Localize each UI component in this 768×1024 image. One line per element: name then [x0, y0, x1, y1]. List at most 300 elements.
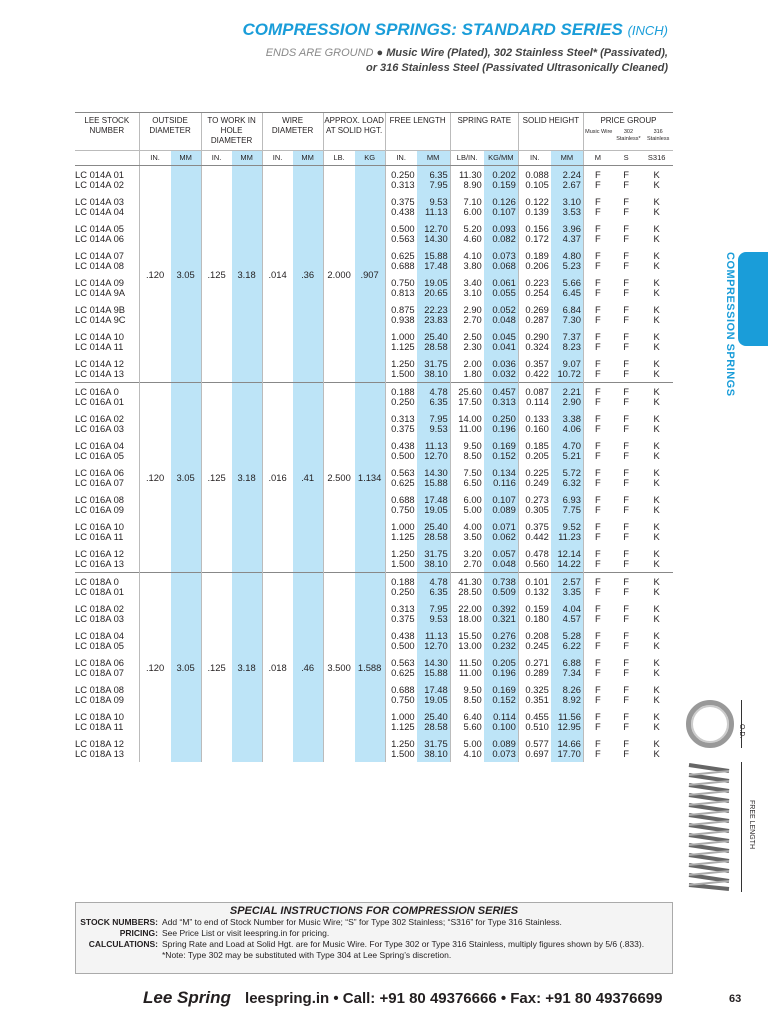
rate-lb-cell: 4.00 3.50 [450, 518, 484, 545]
s-cell: F F [623, 521, 629, 542]
s316-cell: K K [653, 521, 660, 542]
instr-stock-text: Add “M” to end of Stock Number for Music Wire; “S” for Type 302 Stainless; “S316” for Type 316 Stainless. [162, 917, 562, 927]
unit-load-kg: KG [355, 151, 386, 166]
subtitle-line2: or 316 Stainless Steel (Passivated Ultrasonically Cleaned) [365, 62, 668, 74]
fl-in-cell: 0.688 0.750 [385, 491, 417, 518]
rate-kg-cell: 0.134 0.116 [484, 464, 519, 491]
m-cell: F F [583, 545, 611, 573]
wire-in-cell: .014 [262, 166, 293, 383]
s-cell: F F [623, 684, 629, 705]
fl-mm-cell: 14.30 15.88 [417, 464, 451, 491]
sh-mm-cell: 5.28 6.22 [551, 627, 584, 654]
sh-mm-cell: 11.56 12.95 [551, 708, 584, 735]
s316-cell: K K [653, 304, 660, 325]
instr-pricing-label: PRICING: [119, 928, 158, 938]
fl-mm-cell: 25.40 28.58 [417, 518, 451, 545]
sh-mm-cell: 6.93 7.75 [551, 491, 584, 518]
unit-od-mm: MM [171, 151, 202, 166]
s316-cell: K K [653, 630, 660, 651]
price-group-label: PRICE GROUP [600, 116, 657, 125]
fl-in-cell: 0.438 0.500 [385, 437, 417, 464]
m-cell: F F [583, 573, 611, 601]
rate-lb-cell: 2.50 2.30 [450, 328, 484, 355]
stock-number-cell: LC 016A 0 LC 016A 01 [75, 383, 139, 411]
s316-cell: K K [653, 467, 660, 488]
sh-in-cell: 0.577 0.697 [518, 735, 551, 762]
m-cell: F F [583, 518, 611, 545]
sh-in-cell: 0.101 0.132 [518, 573, 551, 601]
price-302: 302 Stainless* [616, 129, 641, 142]
od-label: O.D. [738, 724, 745, 739]
subtitle-line1: Music Wire (Plated), 302 Stainless Steel* (Passivated), [386, 47, 668, 59]
wire-in-cell: .018 [262, 573, 293, 763]
stock-number-cell: LC 014A 03 LC 014A 04 [75, 196, 124, 217]
footer-contact[interactable]: leespring.in • Call: +91 80 49376666 • Fax: +91 80 49376699 [245, 990, 663, 1007]
fl-mm-cell: 17.48 19.05 [417, 491, 451, 518]
rate-kg-cell: 0.114 0.100 [484, 708, 519, 735]
stock-number-cell: LC 014A 10 LC 014A 11 [75, 331, 124, 352]
col-free-length: FREE LENGTH [385, 113, 450, 151]
instr-calc-label: CALCULATIONS: [88, 939, 158, 949]
stock-number-cell: LC 016A 10 LC 016A 11 [75, 521, 124, 542]
fl-in-cell: 1.000 1.125 [385, 328, 417, 355]
s-cell: F F [612, 166, 640, 194]
fl-in-cell: 0.313 0.375 [385, 600, 417, 627]
rate-lb-cell: 2.90 2.70 [450, 301, 484, 328]
fl-mm-cell: 7.95 9.53 [417, 600, 451, 627]
m-cell: F F [583, 464, 611, 491]
sh-mm-cell: 8.26 8.92 [551, 681, 584, 708]
stock-number-cell: LC 018A 06 LC 018A 07 [75, 657, 124, 678]
col-wire-diameter: WIRE DIAMETER [262, 113, 323, 151]
sh-in-cell: 0.156 0.172 [518, 220, 551, 247]
rate-lb-cell: 9.50 8.50 [450, 681, 484, 708]
unit-blank [75, 151, 139, 166]
fl-mm-cell: 12.70 14.30 [417, 220, 451, 247]
s316-cell: K K [653, 684, 660, 705]
fl-in-cell: 0.688 0.750 [385, 681, 417, 708]
rate-kg-cell: 0.169 0.152 [484, 437, 519, 464]
fl-in-cell: 0.563 0.625 [385, 464, 417, 491]
sh-mm-cell: 4.70 5.21 [551, 437, 584, 464]
m-cell: F F [583, 735, 611, 762]
rate-lb-cell: 9.50 8.50 [450, 437, 484, 464]
s-cell: F F [623, 277, 629, 298]
side-tab[interactable] [738, 252, 768, 346]
hole-in-cell: .125 [201, 573, 232, 763]
m-cell: F F [583, 654, 611, 681]
sh-in-cell: 0.208 0.245 [518, 627, 551, 654]
stock-number-cell: LC 014A 05 LC 014A 06 [75, 223, 124, 244]
fl-mm-cell: 11.13 12.70 [417, 437, 451, 464]
load-kg-cell: .907 [355, 166, 386, 383]
fl-mm-cell: 11.13 12.70 [417, 627, 451, 654]
unit-hole-mm: MM [232, 151, 263, 166]
load-kg-cell: 1.134 [355, 383, 386, 573]
free-length-arrow [741, 762, 742, 892]
unit-od-in: IN. [139, 151, 171, 166]
s-cell: F F [623, 440, 629, 461]
rate-kg-cell: 0.061 0.055 [484, 274, 519, 301]
sh-mm-cell: 2.21 2.90 [551, 383, 584, 411]
fl-mm-cell: 25.40 28.58 [417, 328, 451, 355]
rate-lb-cell: 25.60 17.50 [450, 383, 484, 411]
rate-lb-cell: 6.00 5.00 [450, 491, 484, 518]
rate-kg-cell: 0.738 0.509 [484, 573, 519, 601]
fl-mm-cell: 31.75 38.10 [417, 735, 451, 762]
s-cell: F F [623, 738, 629, 759]
s316-cell: K K [640, 573, 673, 601]
sh-in-cell: 0.478 0.560 [518, 545, 551, 573]
s316-cell: K K [653, 250, 660, 271]
special-instructions [75, 902, 673, 974]
page-subtitle: ENDS ARE GROUND ● Music Wire (Plated), 302 Stainless Steel* (Passivated), or 316 Stainless Steel (Passivated Ultrasonically Cleaned) [265, 47, 668, 74]
s-cell: F F [623, 630, 629, 651]
title-text: COMPRESSION SPRINGS: STANDARD SERIES [242, 20, 623, 39]
rate-lb-cell: 22.00 18.00 [450, 600, 484, 627]
sh-mm-cell: 3.96 4.37 [551, 220, 584, 247]
wire-mm-cell: .46 [293, 573, 324, 763]
s316-cell: K K [640, 166, 673, 194]
s316-cell: K K [653, 494, 660, 515]
sh-in-cell: 0.357 0.422 [518, 355, 551, 383]
col-spring-rate: SPRING RATE [450, 113, 518, 151]
s316-cell: K K [653, 331, 660, 352]
s316-cell: K K [653, 196, 660, 217]
rate-kg-cell: 0.392 0.321 [484, 600, 519, 627]
s316-cell: K K [653, 223, 660, 244]
sh-mm-cell: 2.24 2.67 [551, 166, 584, 194]
stock-number-cell: LC 018A 04 LC 018A 05 [75, 630, 124, 651]
side-label-text: COMPRESSION SPRINGS [724, 252, 736, 397]
wire-mm-cell: .41 [293, 383, 324, 573]
sh-mm-cell: 9.07 10.72 [551, 355, 584, 383]
wire-mm-cell: .36 [293, 166, 324, 383]
stock-number-cell: LC 018A 10 LC 018A 11 [75, 711, 124, 732]
s316-cell: K K [653, 738, 660, 759]
hole-in-cell: .125 [201, 166, 232, 383]
fl-in-cell: 0.188 0.250 [385, 573, 417, 601]
ring-icon [686, 700, 734, 748]
stock-number-cell: LC 016A 12 LC 016A 13 [75, 548, 124, 569]
stock-number-cell: LC 016A 04 LC 016A 05 [75, 440, 124, 461]
sh-in-cell: 0.269 0.287 [518, 301, 551, 328]
s-cell: F F [623, 331, 629, 352]
instr-pricing [76, 928, 672, 939]
s-cell: F F [623, 467, 629, 488]
hole-in-cell: .125 [201, 383, 232, 573]
fl-in-cell: 0.500 0.563 [385, 220, 417, 247]
rate-lb-cell: 7.10 6.00 [450, 193, 484, 220]
m-cell: F F [583, 410, 611, 437]
spring-table [75, 112, 673, 762]
s-cell: F F [623, 304, 629, 325]
footer [143, 988, 662, 1008]
instr-stock [76, 917, 672, 928]
m-cell: F F [583, 437, 611, 464]
fl-mm-cell: 9.53 11.13 [417, 193, 451, 220]
fl-in-cell: 1.000 1.125 [385, 708, 417, 735]
m-cell: F F [583, 627, 611, 654]
unit-wire-mm: MM [293, 151, 324, 166]
sh-in-cell: 0.223 0.254 [518, 274, 551, 301]
s-cell: F F [623, 250, 629, 271]
fl-mm-cell: 22.23 23.83 [417, 301, 451, 328]
m-cell: F F [583, 491, 611, 518]
m-cell: F F [583, 274, 611, 301]
fl-mm-cell: 31.75 38.10 [417, 545, 451, 573]
spring-end-view [686, 700, 756, 760]
sh-mm-cell: 5.72 6.32 [551, 464, 584, 491]
fl-mm-cell: 17.48 19.05 [417, 681, 451, 708]
rate-lb-cell: 11.30 8.90 [450, 166, 484, 194]
fl-mm-cell: 4.78 6.35 [417, 573, 451, 601]
stock-number-cell: LC 018A 08 LC 018A 09 [75, 684, 124, 705]
stock-number-cell: LC 014A 07 LC 014A 08 [75, 250, 124, 271]
fl-in-cell: 1.250 1.500 [385, 355, 417, 383]
rate-kg-cell: 0.071 0.062 [484, 518, 519, 545]
fl-mm-cell: 4.78 6.35 [417, 383, 451, 411]
hole-mm-cell: 3.18 [232, 166, 263, 383]
s316-cell: K K [653, 657, 660, 678]
sh-mm-cell: 7.37 8.23 [551, 328, 584, 355]
stock-number-cell: LC 014A 12 LC 014A 13 [75, 358, 124, 379]
unit-fl-mm: MM [417, 151, 451, 166]
rate-lb-cell: 7.50 6.50 [450, 464, 484, 491]
rate-lb-cell: 5.20 4.60 [450, 220, 484, 247]
stock-number-cell: LC 016A 02 LC 016A 03 [75, 413, 124, 434]
s-cell: F F [623, 494, 629, 515]
fl-in-cell: 0.875 0.938 [385, 301, 417, 328]
stock-number-cell: LC 014A 09 LC 014A 9A [75, 277, 126, 298]
rate-lb-cell: 14.00 11.00 [450, 410, 484, 437]
unit-load-lb: LB. [323, 151, 355, 166]
title-unit: (INCH) [627, 23, 668, 38]
fl-in-cell: 0.438 0.500 [385, 627, 417, 654]
sh-mm-cell: 2.57 3.35 [551, 573, 584, 601]
sh-in-cell: 0.159 0.180 [518, 600, 551, 627]
sh-mm-cell: 4.04 4.57 [551, 600, 584, 627]
sh-in-cell: 0.325 0.351 [518, 681, 551, 708]
sh-mm-cell: 4.80 5.23 [551, 247, 584, 274]
s-cell: F F [623, 358, 629, 379]
sh-in-cell: 0.088 0.105 [518, 166, 551, 194]
m-cell: F F [583, 708, 611, 735]
sh-in-cell: 0.133 0.160 [518, 410, 551, 437]
unit-fl-in: IN. [385, 151, 417, 166]
col-lee-stock: LEE STOCK NUMBER [75, 113, 139, 151]
unit-s: S [612, 151, 640, 166]
rate-kg-cell: 0.276 0.232 [484, 627, 519, 654]
instructions-title: SPECIAL INSTRUCTIONS FOR COMPRESSION SERIES [229, 905, 519, 917]
rate-kg-cell: 0.036 0.032 [484, 355, 519, 383]
sh-in-cell: 0.122 0.139 [518, 193, 551, 220]
od-mm-cell: 3.05 [171, 383, 202, 573]
page-title [242, 20, 668, 40]
sh-in-cell: 0.225 0.249 [518, 464, 551, 491]
m-cell: F F [583, 166, 611, 194]
instr-note: *Note: Type 302 may be substituted with Type 304 at Lee Spring’s discretion. [162, 950, 452, 960]
unit-wire-in: IN. [262, 151, 293, 166]
s-cell: F F [612, 573, 640, 601]
unit-sh-mm: MM [551, 151, 584, 166]
rate-kg-cell: 0.126 0.107 [484, 193, 519, 220]
wire-in-cell: .016 [262, 383, 293, 573]
m-cell: F F [583, 247, 611, 274]
hole-mm-cell: 3.18 [232, 383, 263, 573]
s316-cell: K K [653, 358, 660, 379]
od-in-cell: .120 [139, 573, 171, 763]
col-solid-height: SOLID HEIGHT [518, 113, 583, 151]
od-in-cell: .120 [139, 383, 171, 573]
fl-in-cell: 0.563 0.625 [385, 654, 417, 681]
m-cell: F F [583, 600, 611, 627]
stock-number-cell: LC 016A 06 LC 016A 07 [75, 467, 124, 488]
sh-in-cell: 0.087 0.114 [518, 383, 551, 411]
sh-in-cell: 0.375 0.442 [518, 518, 551, 545]
rate-kg-cell: 0.250 0.196 [484, 410, 519, 437]
stock-number-cell: LC 014A 01 LC 014A 02 [75, 166, 139, 194]
instr-stock-label: STOCK NUMBERS: [80, 917, 158, 927]
s-cell: F F [612, 383, 640, 411]
sh-in-cell: 0.185 0.205 [518, 437, 551, 464]
stock-number-cell: LC 016A 08 LC 016A 09 [75, 494, 124, 515]
rate-lb-cell: 6.40 5.60 [450, 708, 484, 735]
sh-mm-cell: 12.14 14.22 [551, 545, 584, 573]
instr-pricing-text: See Price List or visit leespring.in for pricing. [162, 928, 330, 938]
load-kg-cell: 1.588 [355, 573, 386, 763]
fl-mm-cell: 19.05 20.65 [417, 274, 451, 301]
m-cell: F F [583, 355, 611, 383]
fl-in-cell: 1.250 1.500 [385, 545, 417, 573]
stock-number-cell: LC 014A 9B LC 014A 9C [75, 304, 126, 325]
sh-in-cell: 0.455 0.510 [518, 708, 551, 735]
od-mm-cell: 3.05 [171, 166, 202, 383]
s316-cell: K K [653, 277, 660, 298]
s-cell: F F [623, 657, 629, 678]
coil-spring-icon [686, 762, 732, 892]
fl-mm-cell: 31.75 38.10 [417, 355, 451, 383]
hole-mm-cell: 3.18 [232, 573, 263, 763]
fl-in-cell: 0.313 0.375 [385, 410, 417, 437]
s316-cell: K K [653, 603, 660, 624]
m-cell: F F [583, 383, 611, 411]
fl-in-cell: 1.250 1.500 [385, 735, 417, 762]
rate-kg-cell: 0.169 0.152 [484, 681, 519, 708]
sh-mm-cell: 6.84 7.30 [551, 301, 584, 328]
s316-cell: K K [653, 711, 660, 732]
sh-mm-cell: 5.66 6.45 [551, 274, 584, 301]
fl-mm-cell: 14.30 15.88 [417, 654, 451, 681]
fl-in-cell: 0.188 0.250 [385, 383, 417, 411]
sh-mm-cell: 6.88 7.34 [551, 654, 584, 681]
fl-mm-cell: 6.35 7.95 [417, 166, 451, 194]
fl-in-cell: 0.750 0.813 [385, 274, 417, 301]
sh-in-cell: 0.290 0.324 [518, 328, 551, 355]
s-cell: F F [623, 603, 629, 624]
rate-lb-cell: 5.00 4.10 [450, 735, 484, 762]
stock-number-cell: LC 018A 0 LC 018A 01 [75, 573, 139, 601]
fl-in-cell: 0.250 0.313 [385, 166, 417, 194]
unit-sh-in: IN. [518, 151, 551, 166]
rate-lb-cell: 11.50 11.00 [450, 654, 484, 681]
fl-in-cell: 0.625 0.688 [385, 247, 417, 274]
free-length-label: FREE LENGTH [748, 800, 755, 850]
sh-in-cell: 0.189 0.206 [518, 247, 551, 274]
instr-calc-text: Spring Rate and Load at Solid Hgt. are for Music Wire. For Type 302 or Type 316 Stainless, multiply figures shown by 5/6 (.833). [162, 939, 645, 949]
s-cell: F F [623, 223, 629, 244]
rate-kg-cell: 0.057 0.048 [484, 545, 519, 573]
stock-number-cell: LC 018A 02 LC 018A 03 [75, 603, 124, 624]
sh-in-cell: 0.273 0.305 [518, 491, 551, 518]
rate-kg-cell: 0.457 0.313 [484, 383, 519, 411]
s-cell: F F [623, 711, 629, 732]
table-row [75, 166, 673, 194]
rate-lb-cell: 41.30 28.50 [450, 573, 484, 601]
sh-in-cell: 0.271 0.289 [518, 654, 551, 681]
side-label [720, 252, 736, 402]
rate-kg-cell: 0.205 0.196 [484, 654, 519, 681]
rate-kg-cell: 0.045 0.041 [484, 328, 519, 355]
s316-cell: K K [653, 440, 660, 461]
subtitle-ends: ENDS ARE GROUND [265, 47, 374, 59]
stock-number-cell: LC 018A 12 LC 018A 13 [75, 738, 124, 759]
m-cell: F F [583, 301, 611, 328]
page-number: 63 [729, 993, 742, 1005]
table-row [75, 383, 673, 411]
sh-mm-cell: 9.52 11.23 [551, 518, 584, 545]
rate-lb-cell: 15.50 13.00 [450, 627, 484, 654]
col-work-in-hole: TO WORK IN HOLE DIAMETER [201, 113, 262, 151]
load-lb-cell: 2.500 [323, 383, 355, 573]
rate-kg-cell: 0.052 0.048 [484, 301, 519, 328]
rate-kg-cell: 0.202 0.159 [484, 166, 519, 194]
rate-lb-cell: 2.00 1.80 [450, 355, 484, 383]
unit-rate-kg: KG/MM [484, 151, 519, 166]
rate-lb-cell: 3.20 2.70 [450, 545, 484, 573]
col-price-group [583, 113, 673, 151]
m-cell: F F [583, 681, 611, 708]
table-body [75, 166, 673, 763]
table-row [75, 573, 673, 601]
s-cell: F F [623, 548, 629, 569]
rate-kg-cell: 0.089 0.073 [484, 735, 519, 762]
m-cell: F F [583, 193, 611, 220]
sh-mm-cell: 3.38 4.06 [551, 410, 584, 437]
sh-mm-cell: 3.10 3.53 [551, 193, 584, 220]
s-cell: F F [623, 196, 629, 217]
unit-hole-in: IN. [201, 151, 232, 166]
unit-s316: S316 [640, 151, 673, 166]
unit-m: M [583, 151, 611, 166]
price-music-wire: Music Wire [585, 129, 613, 135]
sh-mm-cell: 14.66 17.70 [551, 735, 584, 762]
load-lb-cell: 2.000 [323, 166, 355, 383]
fl-mm-cell: 7.95 9.53 [417, 410, 451, 437]
s316-cell: K K [653, 548, 660, 569]
m-cell: F F [583, 220, 611, 247]
od-mm-cell: 3.05 [171, 573, 202, 763]
s-cell: F F [623, 413, 629, 434]
lee-spring-logo: Lee Spring [143, 988, 231, 1007]
unit-rate-lb: LB/IN. [450, 151, 484, 166]
col-load: APPROX. LOAD AT SOLID HGT. [323, 113, 385, 151]
rate-kg-cell: 0.073 0.068 [484, 247, 519, 274]
fl-in-cell: 0.375 0.438 [385, 193, 417, 220]
rate-kg-cell: 0.107 0.089 [484, 491, 519, 518]
m-cell: F F [583, 328, 611, 355]
rate-kg-cell: 0.093 0.082 [484, 220, 519, 247]
